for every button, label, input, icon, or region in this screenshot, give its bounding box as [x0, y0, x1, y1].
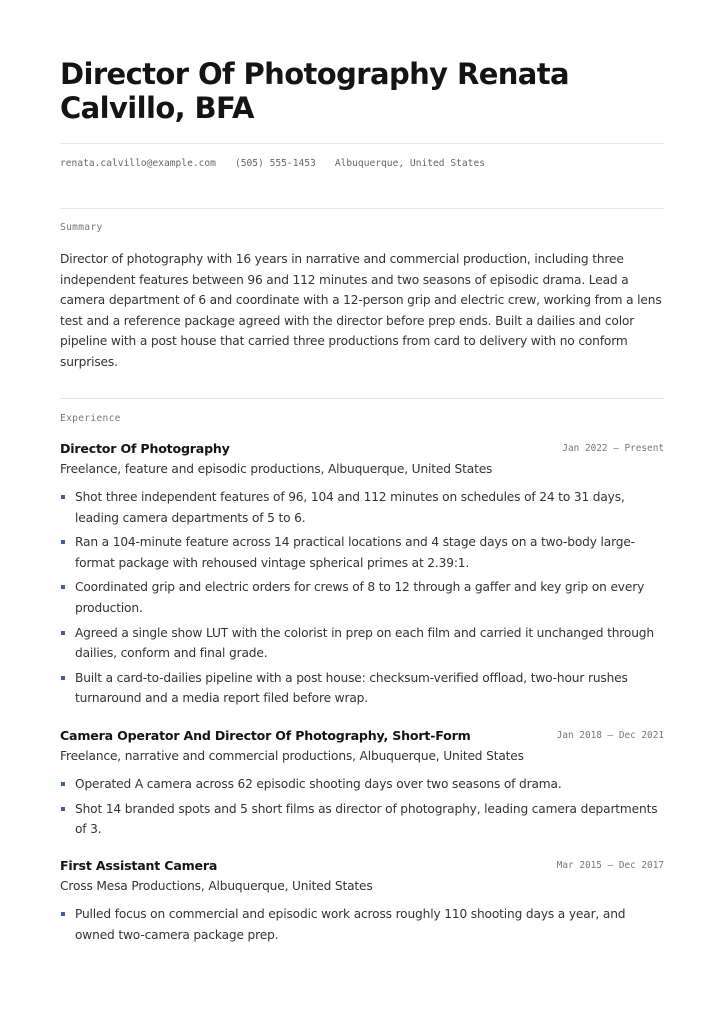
email-text[interactable]: renata.calvillo@example.com: [60, 158, 216, 169]
job-organization: Freelance, feature and episodic productions, Albuquerque, United States: [60, 462, 493, 476]
bullet-marker: [61, 912, 65, 916]
summary-section-label: Summary: [60, 222, 103, 233]
bullet-item: [60, 799, 664, 840]
bullet-text: Coordinated grip and electric orders for crews of 8 to 12 through a gaffer and key grip on every production.: [75, 580, 645, 615]
job-header: [60, 440, 664, 460]
job-dates: Mar 2015 — Dec 2017: [556, 860, 664, 871]
bullet-text: Operated A camera across 62 episodic shooting days over two seasons of drama.: [75, 777, 562, 791]
job-bullets: [60, 904, 664, 945]
job-title: Director Of Photography: [60, 441, 230, 456]
job-title: First Assistant Camera: [60, 858, 218, 873]
job-title: Camera Operator And Director Of Photography, Short-Form: [60, 728, 471, 743]
job-bullets: [60, 774, 664, 840]
job-bullets: [60, 487, 664, 709]
bullet-marker: [61, 676, 65, 680]
bullet-item: [60, 623, 664, 664]
bullet-item: [60, 774, 664, 795]
bullet-marker: [61, 782, 65, 786]
job-entry: [60, 440, 664, 713]
location-text: Albuquerque, United States: [334, 158, 486, 169]
bullet-item: [60, 532, 664, 573]
bullet-text: Ran a 104-minute feature across 14 practical locations and 4 stage days on a two-body large-format package with rehoused vintage spherical primes at 2.39:1.: [75, 535, 635, 570]
job-organization: Cross Mesa Productions, Albuquerque, United States: [60, 879, 373, 893]
job-organization: Freelance, narrative and commercial productions, Albuquerque, United States: [60, 749, 524, 763]
divider: [60, 143, 664, 144]
bullet-text: Built a card-to-dailies pipeline with a post house: checksum-verified offload, two-hour rushes turnaround and a media report filed before wrap.: [75, 670, 628, 706]
bullet-item: [60, 668, 664, 709]
bullet-marker: [61, 807, 65, 811]
bullet-item: [60, 904, 664, 945]
bullet-marker: [61, 495, 65, 499]
job-entry: [60, 857, 664, 949]
bullet-marker: [61, 585, 65, 589]
bullet-marker: [61, 631, 65, 635]
bullet-text: Shot 14 branded spots and 5 short films as director of photography, leading camera departments of 3.: [75, 801, 658, 837]
bullet-text: Shot three independent features of 96, 104 and 112 minutes on schedules of 24 to 31 days, leading camera departments of 5 to 6.: [75, 490, 625, 525]
bullet-marker: [61, 540, 65, 544]
bullet-item: [60, 577, 664, 618]
contact-line: [60, 158, 485, 169]
job-dates: Jan 2022 — Present: [562, 443, 664, 454]
phone-text: (505) 555-1453: [234, 158, 316, 169]
divider: [60, 208, 664, 209]
bullet-item: [60, 487, 664, 528]
job-entry: [60, 727, 664, 844]
page-title: Director Of Photography Renata Calvillo, BFA: [60, 57, 570, 125]
bullet-text: Pulled focus on commercial and episodic work across roughly 110 shooting days a year, and owned two-camera package prep.: [75, 907, 626, 942]
job-header: [60, 727, 664, 747]
job-dates: Jan 2018 — Dec 2021: [556, 730, 664, 741]
job-header: [60, 857, 664, 877]
summary-text: Director of photography with 16 years in narrative and commercial production, including three independent features between 96 and 112 minutes and two seasons of episodic drama. Lead a camera department of 6 and coordinate with a 12-person grip and electric crew, working from a lens test and a reference package agreed with the director before prep ends. Built a dailies and color pipeline with a post house that carried three productions from card to delivery with no conform surprises.: [60, 252, 662, 369]
experience-section-label: Experience: [60, 413, 121, 424]
bullet-text: Agreed a single show LUT with the colorist in prep on each film and carried it unchanged through dailies, conform and final grade.: [75, 625, 654, 661]
divider: [60, 398, 664, 399]
